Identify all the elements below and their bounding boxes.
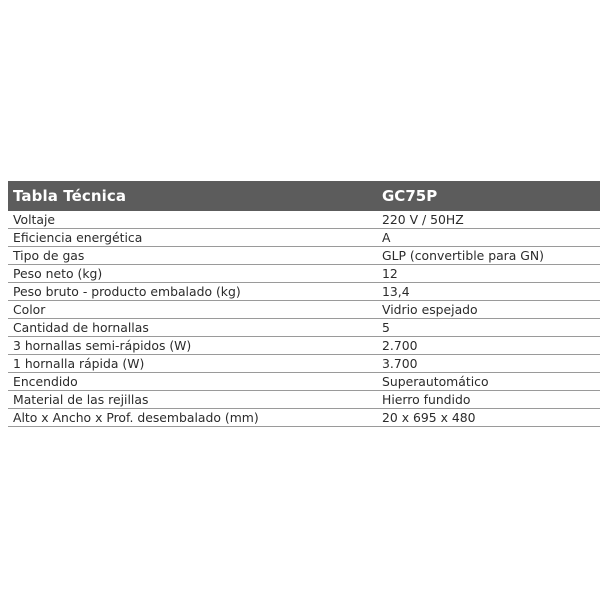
table-row [8,319,600,337]
row-label: Color [13,301,46,317]
row-value: 220 V / 50HZ [382,211,464,227]
row-value: 3.700 [382,355,418,371]
table-row [8,265,600,283]
row-label: Peso neto (kg) [13,265,103,281]
row-value: 12 [382,265,398,281]
row-label: 3 hornallas semi-rápidos (W) [13,337,192,353]
table-row [8,373,600,391]
table-row [8,283,600,301]
row-value: Hierro fundido [382,391,471,407]
row-label: Cantidad de hornallas [13,319,149,335]
table-row [8,211,600,229]
row-value: 20 x 695 x 480 [382,409,476,425]
row-value: Superautomático [382,373,489,389]
table-header [8,181,600,211]
row-value: 5 [382,319,390,335]
table-row [8,229,600,247]
row-label: Peso bruto - producto embalado (kg) [13,283,241,299]
table-row [8,355,600,373]
row-label: Alto x Ancho x Prof. desembalado (mm) [13,409,259,425]
row-value: GLP (convertible para GN) [382,247,545,263]
row-label: Tipo de gas [13,247,85,263]
row-label: Voltaje [13,211,56,227]
row-label: Eficiencia energética [13,229,143,245]
row-label: Encendido [13,373,78,389]
table-row [8,301,600,319]
table-row [8,247,600,265]
table-title: Tabla Técnica [13,187,127,205]
row-value: 13,4 [382,283,410,299]
model-name: GC75P [382,187,438,205]
row-value: A [382,229,391,245]
spec-table [8,181,600,427]
row-label: 1 hornalla rápida (W) [13,355,145,371]
table-row [8,409,600,427]
row-value: 2.700 [382,337,418,353]
table-row [8,391,600,409]
table-row [8,337,600,355]
row-label: Material de las rejillas [13,391,149,407]
row-value: Vidrio espejado [382,301,478,317]
